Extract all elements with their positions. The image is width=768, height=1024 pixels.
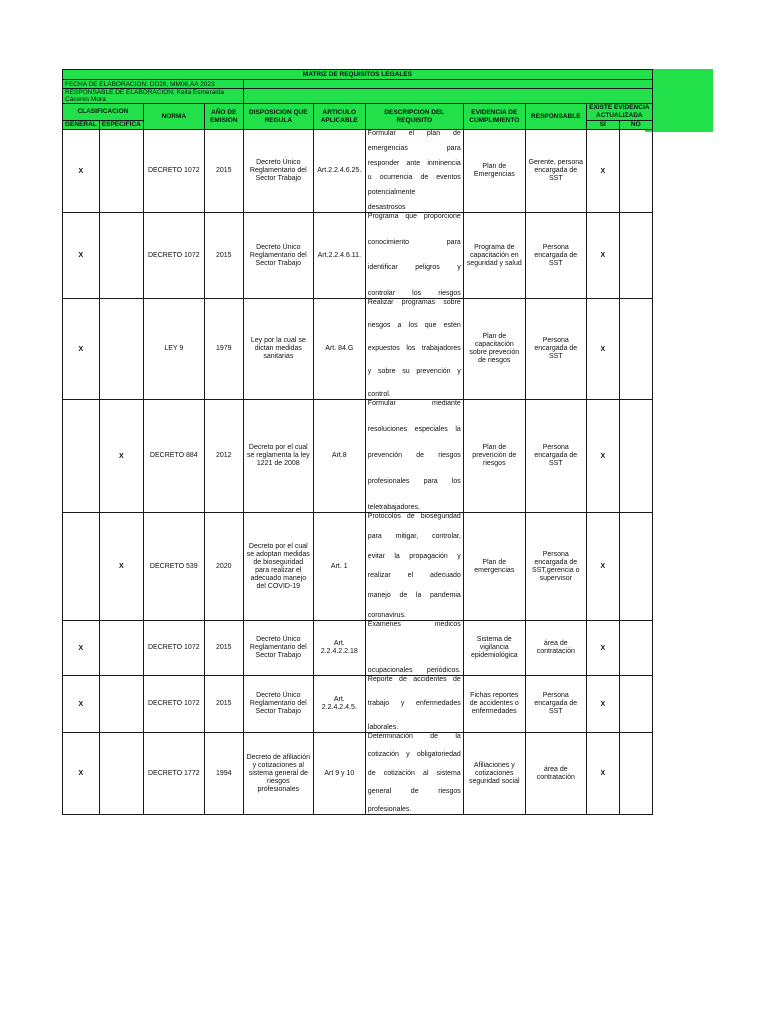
norma-cell: DECRETO 1072	[143, 676, 204, 733]
responsable-cell: Persona encargada de SST	[525, 213, 586, 299]
table-row	[63, 621, 653, 676]
descripcion-cell	[365, 676, 463, 733]
norma-cell: LEY 9	[143, 299, 204, 400]
descripcion-line: u ocurrencia de eventos	[367, 174, 461, 182]
header-especifica: ESPECIFICA	[99, 121, 143, 130]
descripcion-line: profesionales.	[367, 806, 412, 813]
descripcion-line: Realizar programas sobre	[367, 299, 461, 306]
norma-cell: DECRETO 1772	[143, 733, 204, 815]
descripcion-line: expuestos los trabajadores	[367, 345, 461, 352]
disposicion-cell: Decreto por el cual se adoptan medidas de bioseguridad para realizar el adecuado manejo del COVID-19	[243, 513, 313, 621]
descripcion-cell	[365, 400, 463, 513]
descripcion-cell	[365, 733, 463, 815]
general-cell: X	[63, 621, 100, 676]
especifica-cell	[99, 130, 143, 213]
table-row	[63, 299, 653, 400]
anio-cell: 2015	[204, 213, 243, 299]
descripcion-line: Examenes medicos	[367, 621, 461, 628]
norma-cell: DECRETO 1072	[143, 213, 204, 299]
especifica-cell	[99, 299, 143, 400]
si-cell: X	[586, 513, 619, 621]
descripcion-line: y sobre su prevención y	[367, 368, 461, 375]
no-cell	[619, 213, 652, 299]
descripcion-line: manejo de la pandemia	[367, 592, 461, 600]
descripcion-line: laborales.	[367, 724, 399, 731]
header-existe-evidencia: EXISTE EVIDENCIA ACTUALIZADA	[586, 104, 652, 121]
si-cell: X	[586, 130, 619, 213]
norma-cell: DECRETO 539	[143, 513, 204, 621]
descripcion-line: Determinación de la	[367, 733, 461, 740]
articulo-cell: Art.8	[313, 400, 365, 513]
descripcion-line: Formular mediante	[367, 400, 461, 407]
descripcion-line: profesionales para los	[367, 478, 461, 485]
anio-cell: 2015	[204, 676, 243, 733]
descripcion-line: de cotización al sistema	[367, 769, 461, 777]
general-cell: X	[63, 299, 100, 400]
matrix-title: MATRIZ DE REQUISITOS LEGALES	[63, 70, 653, 80]
descripcion-line: controlar los riesgos	[367, 289, 461, 297]
legal-requirements-matrix	[62, 69, 653, 815]
descripcion-line: teletrabajadores.	[367, 504, 420, 511]
si-cell: X	[586, 213, 619, 299]
table-row	[63, 130, 653, 213]
descripcion-line: coronavirus.	[367, 611, 406, 619]
especifica-cell	[99, 733, 143, 815]
general-cell: X	[63, 130, 100, 213]
descripcion-cell	[365, 213, 463, 299]
descripcion-line: control.	[367, 391, 391, 398]
general-cell: X	[63, 213, 100, 299]
articulo-cell: Art. 2.2.4.2.2.18	[313, 621, 365, 676]
articulo-cell: Art. 1	[313, 513, 365, 621]
descripcion-line: riesgos a los que esten	[367, 322, 461, 329]
disposicion-cell: Decreto Único Reglamentario del Sector Trabajo	[243, 213, 313, 299]
evidencia-cell: Plan de emergencias	[463, 513, 525, 621]
descripcion-cell	[365, 299, 463, 400]
header-articulo: ARTICULO APLICABLE	[313, 104, 365, 130]
si-cell: X	[586, 733, 619, 815]
norma-cell: DECRETO 1072	[143, 130, 204, 213]
anio-cell: 2020	[204, 513, 243, 621]
descripcion-line: Reporte de accidentes de	[367, 676, 461, 683]
responsable-cell: área de contratación	[525, 733, 586, 815]
anio-cell: 2015	[204, 130, 243, 213]
disposicion-cell: Decreto por el cual se reglamenta la ley 1221 de 2008	[243, 400, 313, 513]
descripcion-line: Formular el plan de	[367, 130, 461, 137]
header-anio: AÑO DE EMISION	[204, 104, 243, 130]
articulo-cell: Art.2.2.4.6.25.	[313, 130, 365, 213]
articulo-cell: Art. 2.2.4.2.4.5.	[313, 676, 365, 733]
table-row	[63, 733, 653, 815]
header-evidencia: EVIDENCIA DE CUMPLIMIENTO	[463, 104, 525, 130]
fecha-elaboracion: FECHA DE ELABORACION: DD28, MM06,AA 2023	[63, 80, 244, 89]
descripcion-line: desastrosos	[367, 203, 406, 211]
descripcion-line: responder ante inminencia	[367, 159, 461, 167]
disposicion-cell: Ley por la cual se dictan medidas sanitarias	[243, 299, 313, 400]
disposicion-cell: Decreto Único Reglamentario del Sector Trabajo	[243, 676, 313, 733]
si-cell: X	[586, 400, 619, 513]
header-green-band	[645, 69, 713, 132]
header-no: NO	[619, 121, 652, 130]
header-norma: NORMA	[143, 104, 204, 130]
disposicion-cell: Decreto Único Reglamentario del Sector Trabajo	[243, 130, 313, 213]
responsable-cell: Persona encargada de SST	[525, 676, 586, 733]
no-cell	[619, 676, 652, 733]
header-disposicion: DISPOSICION QUE REGULA	[243, 104, 313, 130]
general-cell	[63, 400, 100, 513]
especifica-cell	[99, 676, 143, 733]
descripcion-line: cotización y obligatoriedad	[367, 751, 461, 759]
general-cell	[63, 513, 100, 621]
descripcion-line: identificar peligros y	[367, 264, 461, 272]
fecha-spacer	[243, 80, 652, 89]
si-cell: X	[586, 621, 619, 676]
disposicion-cell: Decreto de afiliación y cotizaciones al sistema general de riesgos profesionales	[243, 733, 313, 815]
evidencia-cell: Plan de capacitación sobre preveción de riesgos	[463, 299, 525, 400]
responsable-cell: área de contratación	[525, 621, 586, 676]
articulo-cell: Art.2.2.4.6.11.	[313, 213, 365, 299]
descripcion-cell	[365, 621, 463, 676]
descripcion-line: trabajo y enfermedades	[367, 700, 461, 707]
responsable-cell: Gerente, persona encargada de SST	[525, 130, 586, 213]
anio-cell: 1994	[204, 733, 243, 815]
anio-cell: 1979	[204, 299, 243, 400]
si-cell: X	[586, 299, 619, 400]
norma-cell: DECRETO 1072	[143, 621, 204, 676]
table-row	[63, 676, 653, 733]
descripcion-line: emergencias para	[367, 144, 461, 152]
descripcion-line: para mitigar, controlar,	[367, 532, 461, 540]
descripcion-line: general de riesgos	[367, 787, 461, 795]
norma-cell: DECRETO 884	[143, 400, 204, 513]
responsable-elaboracion: RESPONSABLE DE ELABORACION: Keila Esmeralda Cáceres Mora	[63, 89, 244, 104]
descripcion-line: prevención de riesgos	[367, 452, 461, 459]
header-si: SI	[586, 121, 619, 130]
descripcion-cell	[365, 130, 463, 213]
especifica-cell: X	[99, 513, 143, 621]
no-cell	[619, 400, 652, 513]
descripcion-line: evitar la propagación y	[367, 552, 461, 560]
responsable-cell: Persona encargada de SST,gerencia o supervisor	[525, 513, 586, 621]
evidencia-cell: Plan de Emergencias	[463, 130, 525, 213]
header-clasificacion: CLASIFICACION	[63, 104, 144, 121]
no-cell	[619, 513, 652, 621]
responsable-cell: Persona encargada de SST	[525, 400, 586, 513]
disposicion-cell: Decreto Único Reglamentario del Sector Trabajo	[243, 621, 313, 676]
no-cell	[619, 733, 652, 815]
evidencia-cell: Plan de prevención de riesgos	[463, 400, 525, 513]
responsable-cell: Persona encargada de SST	[525, 299, 586, 400]
descripcion-line: realizar el adecuado	[367, 572, 461, 580]
evidencia-cell: Fichas reportes de accidentes o enfermedades	[463, 676, 525, 733]
evidencia-cell: Afiliaciones y cotizaciones seguridad social	[463, 733, 525, 815]
especifica-cell: X	[99, 400, 143, 513]
especifica-cell	[99, 213, 143, 299]
descripcion-line: ocupacionales periódicos.	[367, 667, 461, 674]
table-row	[63, 400, 653, 513]
si-cell: X	[586, 676, 619, 733]
anio-cell: 2012	[204, 400, 243, 513]
header-descripcion: DESCRIPCION DEL REQUISITO	[365, 104, 463, 130]
descripcion-cell	[365, 513, 463, 621]
header-responsable: RESPONSABLE	[525, 104, 586, 130]
table-row	[63, 513, 653, 621]
especifica-cell	[99, 621, 143, 676]
table-row	[63, 213, 653, 299]
descripcion-line: Programa que proporcione	[367, 213, 461, 220]
descripcion-line: resoluciones especiales la	[367, 426, 461, 433]
no-cell	[619, 621, 652, 676]
responsable-spacer	[243, 89, 652, 104]
evidencia-cell: Programa de capacitación en seguridad y salud	[463, 213, 525, 299]
descripcion-line: Protocolos de bioseguridad	[367, 513, 461, 520]
descripcion-line: potencialmente	[367, 189, 416, 197]
descripcion-line: conocimiento para	[367, 238, 461, 246]
anio-cell: 2015	[204, 621, 243, 676]
general-cell: X	[63, 733, 100, 815]
header-general: GENERAL	[63, 121, 100, 130]
general-cell: X	[63, 676, 100, 733]
articulo-cell: Art 9 y 10	[313, 733, 365, 815]
matrix-table	[62, 69, 653, 815]
no-cell	[619, 130, 652, 213]
no-cell	[619, 299, 652, 400]
evidencia-cell: Sistema de vigilancia epidemiológica	[463, 621, 525, 676]
articulo-cell: Art. 84.G	[313, 299, 365, 400]
